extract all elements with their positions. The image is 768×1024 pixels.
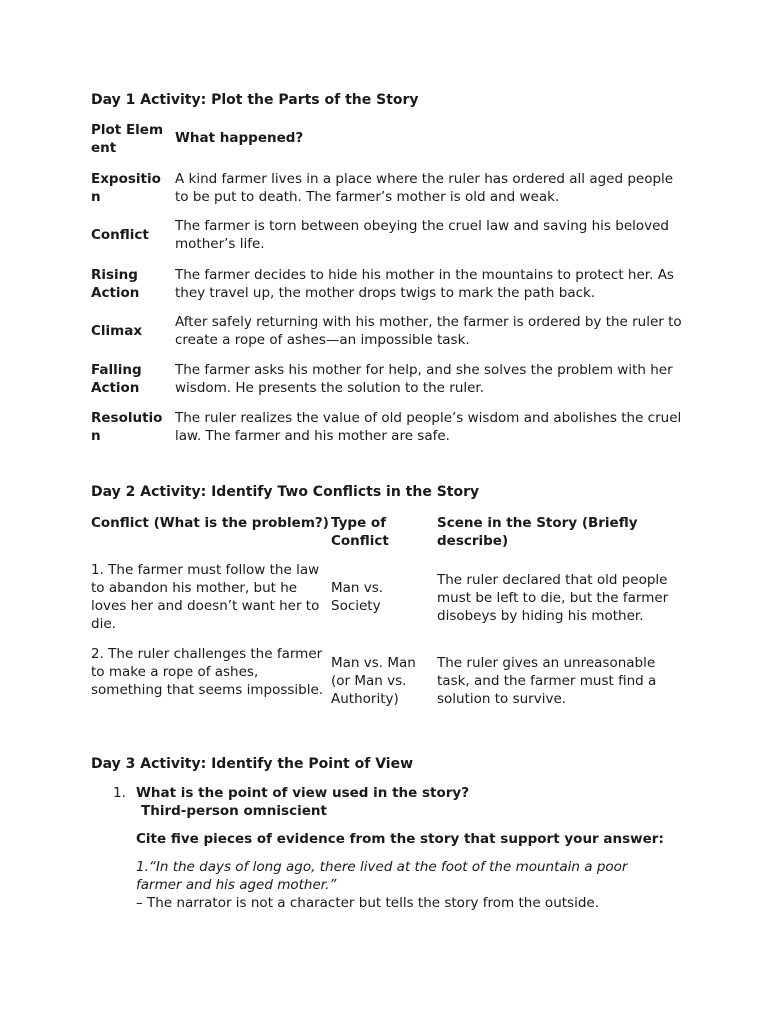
type-cell-1: Man vs. Society	[331, 580, 384, 614]
plot-label-rising-action: Rising Action	[91, 267, 140, 301]
plot-text-climax: After safely returning with his mother, the farmer is ordered by the ruler to create a rope of ashes—an impossible task.	[175, 314, 682, 348]
evidence-quote-1: 1.“In the days of long ago, there lived at the foot of the mountain a poor farmer and his aged mother.”	[136, 859, 628, 893]
day1-heading: Day 1 Activity: Plot the Parts of the Story	[91, 92, 419, 108]
scene-cell-2: The ruler gives an unreasonable task, and the farmer must find a solution to survive.	[437, 655, 657, 707]
scene-header: Scene in the Story (Briefly describe)	[437, 515, 638, 549]
cite-evidence-prompt: Cite five pieces of evidence from the story that support your answer:	[136, 831, 664, 847]
plot-text-resolution: The ruler realizes the value of old people’s wisdom and abolishes the cruel law. The farmer and his mother are safe.	[175, 410, 682, 444]
plot-text-exposition: A kind farmer lives in a place where the ruler has ordered all aged people to be put to death. The farmer’s mother is old and weak.	[175, 171, 674, 205]
type-cell-2: Man vs. Man (or Man vs. Authority)	[331, 655, 416, 707]
plot-label-conflict: Conflict	[91, 227, 149, 243]
pov-answer: Third-person omniscient	[141, 803, 327, 819]
plot-text-rising-action: The farmer decides to hide his mother in the mountains to protect her. As they travel up, the mother drops twigs to mark the path back.	[175, 267, 674, 301]
plot-text-conflict: The farmer is torn between obeying the cruel law and saving his beloved mother’s life.	[175, 218, 669, 252]
scene-cell-1: The ruler declared that old people must be left to die, but the farmer disobeys by hiding his mother.	[437, 572, 669, 624]
evidence-note-1: – The narrator is not a character but tells the story from the outside.	[136, 895, 599, 911]
plot-element-header: Plot Element	[91, 122, 164, 156]
type-header: Type of Conflict	[331, 515, 389, 549]
plot-label-climax: Climax	[91, 323, 143, 339]
what-happened-header: What happened?	[175, 130, 304, 146]
plot-text-falling-action: The farmer asks his mother for help, and she solves the problem with her wisdom. He presents the solution to the ruler.	[175, 362, 673, 396]
pov-question: What is the point of view used in the story?	[136, 785, 470, 801]
plot-label-resolution: Resolution	[91, 410, 163, 444]
plot-label-falling-action: Falling Action	[91, 362, 142, 396]
day3-heading: Day 3 Activity: Identify the Point of View	[91, 756, 414, 772]
conflict-cell-1: 1. The farmer must follow the law to abandon his mother, but he loves her and doesn’t want her to die.	[91, 562, 320, 632]
question-number: 1.	[113, 785, 126, 801]
conflict-header: Conflict (What is the problem?)	[91, 515, 329, 531]
plot-label-exposition: Exposition	[91, 171, 161, 205]
conflict-cell-2: 2. The ruler challenges the farmer to make a rope of ashes, something that seems impossible.	[91, 646, 324, 698]
day2-heading: Day 2 Activity: Identify Two Conflicts in the Story	[91, 484, 480, 500]
